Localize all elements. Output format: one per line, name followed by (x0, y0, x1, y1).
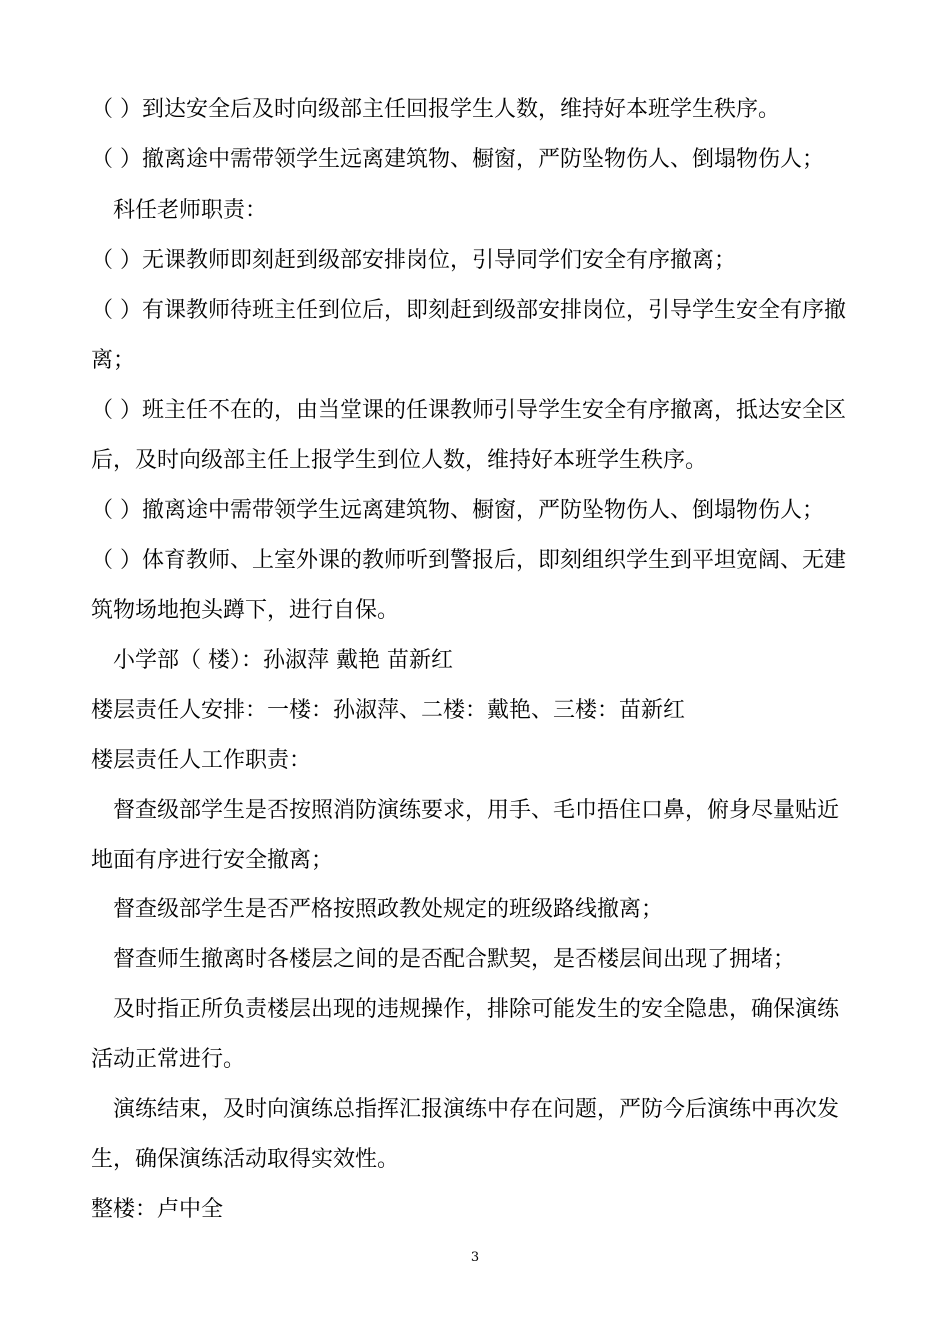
text-line: 离； (91, 348, 136, 373)
text-line: 及时指正所负责楼层出现的违规操作，排除可能发生的安全隐患，确保演练 (113, 997, 840, 1022)
text-line: 督查师生撤离时各楼层之间的是否配合默契，是否楼层间出现了拥堵； (113, 947, 796, 972)
text-line: 演练结束，及时向演练总指挥汇报演练中存在问题，严防今后演练中再次发 (113, 1097, 840, 1122)
text-line: 后，及时向级部主任上报学生到位人数，维持好本班学生秩序。 (91, 448, 708, 473)
section-heading: 楼层责任人工作职责： (91, 748, 312, 773)
text-line: 督查级部学生是否按照消防演练要求，用手、毛巾捂住口鼻，俯身尽量贴近 (113, 798, 840, 823)
section-heading: 科任老师职责： (113, 198, 268, 223)
text-line: 整楼：卢中全 (91, 1197, 224, 1222)
text-line: 筑物场地抱头蹲下，进行自保。 (91, 598, 400, 623)
text-line: （ ）体育教师、上室外课的教师听到警报后，即刻组织学生到平坦宽阔、无建 (91, 548, 846, 573)
text-line: 活动正常进行。 (91, 1047, 246, 1072)
text-line: 生，确保演练活动取得实效性。 (91, 1147, 400, 1172)
section-heading: 小学部（ 楼）：孙淑萍 戴艳 苗新红 (113, 648, 453, 673)
text-line: （ ）到达安全后及时向级部主任回报学生人数，维持好本班学生秩序。 (91, 97, 780, 122)
page-number: 3 (470, 1250, 480, 1265)
text-line: 地面有序进行安全撤离； (91, 848, 334, 873)
text-line: （ ）班主任不在的，由当堂课的任课教师引导学生安全有序撤离，抵达安全区 (91, 398, 846, 423)
text-line: 楼层责任人安排：一楼：孙淑萍、二楼：戴艳、三楼：苗新红 (91, 698, 686, 723)
text-line: （ ）无课教师即刻赶到级部安排岗位，引导同学们安全有序撤离； (91, 248, 736, 273)
text-line: 督查级部学生是否严格按照政教处规定的班级路线撤离； (113, 897, 664, 922)
text-line: （ ）撤离途中需带领学生远离建筑物、橱窗，严防坠物伤人、倒塌物伤人； (91, 498, 824, 523)
text-line: （ ）有课教师待班主任到位后，即刻赶到级部安排岗位，引导学生安全有序撤 (91, 298, 846, 323)
text-line: （ ）撤离途中需带领学生远离建筑物、橱窗，严防坠物伤人、倒塌物伤人； (91, 147, 824, 172)
